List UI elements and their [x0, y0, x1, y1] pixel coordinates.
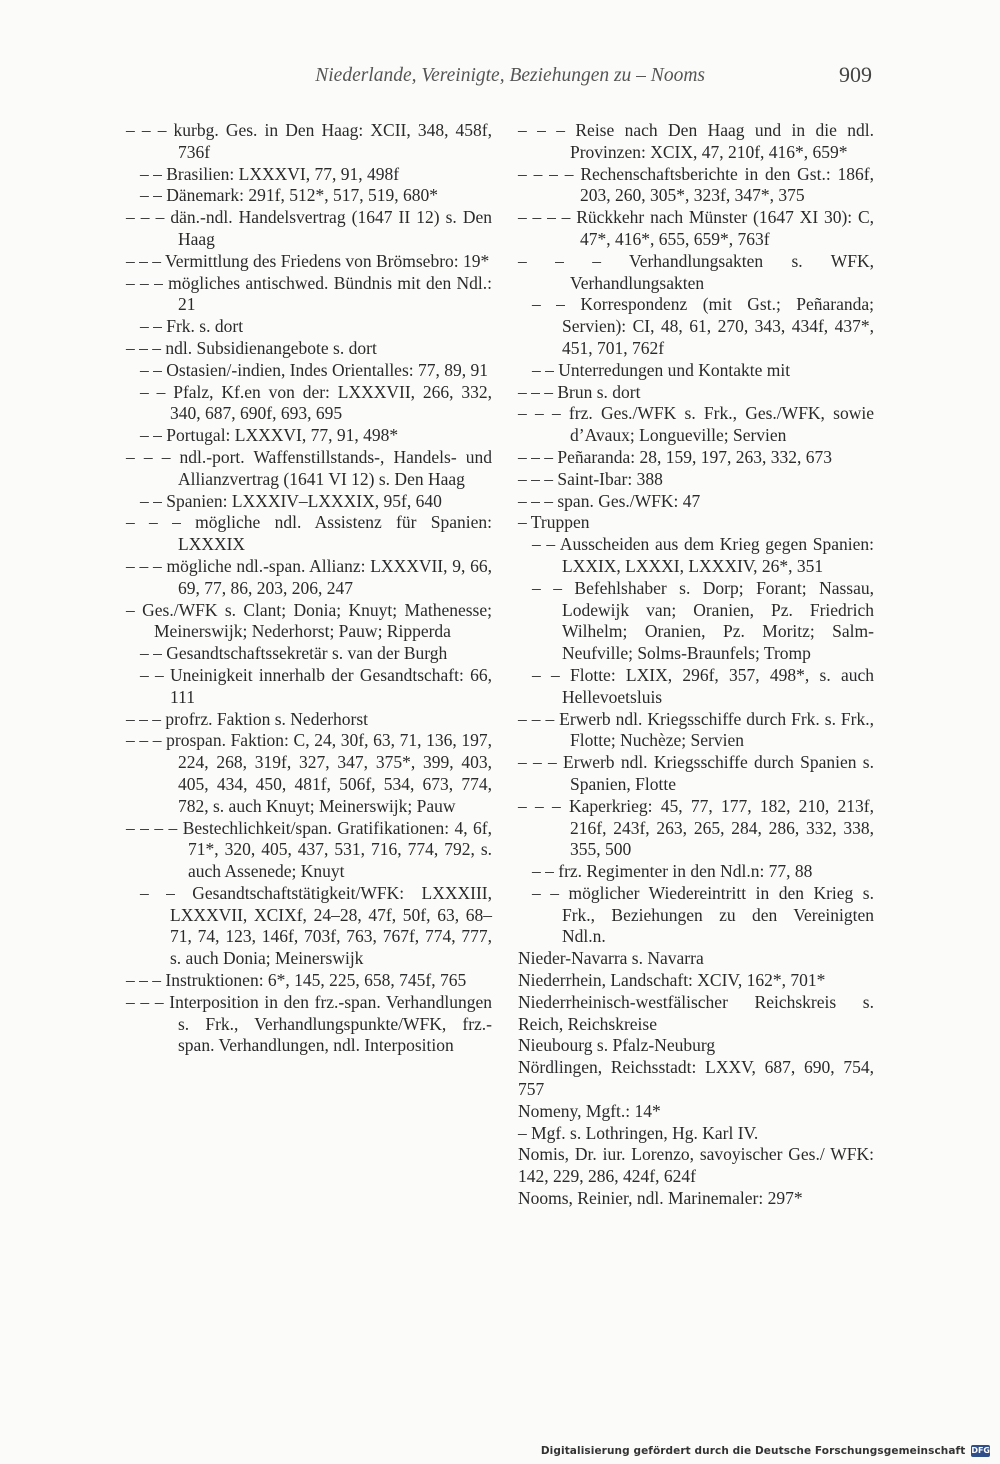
right-index-entry: Niederrheinisch-westfälischer Reichskreis s. Reich, Reichskreise	[518, 991, 874, 1034]
left-index-entry: – – Portugal: LXXXVI, 77, 91, 498*	[140, 425, 399, 446]
footer	[540, 1441, 1000, 1461]
left-index-entry: – – Pfalz, Kf.en von der: LXXXVII, 266, 332, 340, 687, 690f, 693, 695	[140, 381, 492, 424]
left-index-entry: – – – mögliches antischwed. Bündnis mit den Ndl.: 21	[126, 272, 492, 315]
left-index-entry: – – Frk. s. dort	[140, 316, 244, 337]
right-index-entry: – – Befehlshaber s. Dorp; Forant; Nassau, Lodewijk van; Oranien, Pz. Friedrich Wilhelm; Oranien, Pz. Moritz; Salm-Neufville; Solms-Braunfels; Tromp	[532, 577, 874, 664]
left-index-entry: – Ges./WFK s. Clant; Donia; Knuyt; Mathenesse; Meinerswijk; Nederhorst; Pauw; Ripperda	[126, 599, 492, 642]
left-index-entry: – – – ndl. Subsidienangebote s. dort	[126, 337, 377, 358]
left-index-entry: – – Gesandtschaftstätigkeit/WFK: LXXXIII, LXXXVII, XCIXf, 24–28, 47f, 50f, 63, 68–71, 74, 123, 146f, 703f, 763, 767f, 774, 777, s. auch Donia; Meinerswijk	[140, 882, 492, 969]
right-index-entry: – – – span. Ges./WFK: 47	[518, 490, 701, 511]
right-index-entry: – Truppen	[518, 512, 590, 533]
right-index-entry: Nieubourg s. Pfalz-Neuburg	[518, 1035, 716, 1056]
left-index-entry: – – – Instruktionen: 6*, 145, 225, 658, 745f, 765	[126, 970, 467, 991]
left-index-entry: – – Ostasien/-indien, Indes Orientalles: 77, 89, 91	[140, 359, 488, 380]
left-index-entry: – – Spanien: LXXXIV–LXXXIX, 95f, 640	[140, 490, 442, 511]
right-index-entry: – – Flotte: LXIX, 296f, 357, 498*, s. auch Hellevoetsluis	[532, 664, 874, 707]
right-index-entry: – – frz. Regimenter in den Ndl.n: 77, 88	[532, 861, 813, 882]
page-number: 909	[839, 62, 872, 87]
left-index-entry: – – Dänemark: 291f, 512*, 517, 519, 680*	[140, 185, 438, 206]
left-index-entry: – – – ndl.-port. Waffenstillstands-, Handels- und Allianzvertrag (1641 VI 12) s. Den Haag	[126, 446, 492, 489]
right-index-entry: – – – frz. Ges./WFK s. Frk., Ges./WFK, sowie d’Avaux; Longueville; Servien	[518, 403, 874, 446]
right-index-entry: Nieder-Navarra s. Navarra	[518, 948, 704, 969]
left-index-entry: – – – Interposition in den frz.-span. Verhandlungen s. Frk., Verhandlungspunkte/WFK, frz.-span. Verhandlungen, ndl. Interposition	[126, 991, 492, 1056]
running-head: Niederlande, Vereinigte, Beziehungen zu – Nooms	[315, 65, 705, 86]
left-index-entry: – – – prospan. Faktion: C, 24, 30f, 63, 71, 136, 197, 224, 268, 319f, 327, 347, 375*, 399, 403, 405, 434, 450, 481f, 506f, 534, 673, 774, 782, s. auch Knuyt; Meinerswijk; Pauw	[126, 730, 492, 816]
right-index-entry: – – – Verhandlungsakten s. WFK, Verhandlungsakten	[518, 250, 874, 293]
right-index-entry: Nomeny, Mgft.: 14*	[518, 1100, 661, 1121]
right-index-entry: – – – Reise nach Den Haag und in die ndl. Provinzen: XCIX, 47, 210f, 416*, 659*	[518, 120, 874, 162]
right-index-entry: – – – – Rechenschaftsberichte in den Gst.: 186f, 203, 260, 305*, 323f, 347*, 375	[518, 163, 874, 206]
dfg-logo-icon: DFG	[971, 1446, 990, 1455]
right-index-entry: Nomis, Dr. iur. Lorenzo, savoyischer Ges./ WFK: 142, 229, 286, 424f, 624f	[518, 1144, 874, 1187]
left-index-entry: – – – mögliche ndl. Assistenz für Spanien: LXXXIX	[126, 512, 492, 555]
index-column-left	[126, 120, 492, 1057]
footer-credit: Digitalisierung gefördert durch die Deutsche Forschungsgemeinschaft	[540, 1445, 966, 1457]
right-index-entry: – – – Brun s. dort	[518, 381, 641, 402]
left-index-entry: – – – kurbg. Ges. in Den Haag: XCII, 348, 458f, 736f	[126, 120, 492, 162]
right-index-entry: – – Unterredungen und Kontakte mit	[532, 359, 791, 380]
right-index-entry: – Mgf. s. Lothringen, Hg. Karl IV.	[518, 1122, 759, 1143]
right-index-entry: – – – – Rückkehr nach Münster (1647 XI 30): C, 47*, 416*, 655, 659*, 763f	[518, 207, 874, 249]
right-index-entry: – – Korrespondenz (mit Gst.; Peñaranda; Servien): CI, 48, 61, 270, 343, 434f, 437*, 451, 701, 762f	[532, 294, 874, 358]
right-index-entry: – – – Erwerb ndl. Kriegsschiffe durch Spanien s. Spanien, Flotte	[518, 752, 874, 794]
right-index-entry: – – Ausscheiden aus dem Krieg gegen Spanien: LXXIX, LXXXI, LXXXIV, 26*, 351	[532, 534, 874, 576]
right-index-entry: – – – Kaperkrieg: 45, 77, 177, 182, 210, 213f, 216f, 243f, 263, 265, 284, 286, 332, 338, 355, 500	[518, 795, 874, 860]
right-index-entry: – – möglicher Wiedereintritt in den Krieg s. Frk., Beziehungen zu den Vereinigten Ndl.n.	[532, 882, 874, 947]
right-index-entry: Niederrhein, Landschaft: XCIV, 162*, 701*	[518, 970, 826, 991]
index-column-right	[518, 120, 874, 1210]
right-index-entry: Nördlingen, Reichsstadt: LXXV, 687, 690, 754, 757	[518, 1057, 874, 1100]
left-index-entry: – – – dän.-ndl. Handelsvertrag (1647 II 12) s. Den Haag	[126, 207, 492, 249]
right-index-entry: Nooms, Reinier, ndl. Marinemaler: 297*	[518, 1188, 803, 1209]
right-index-entry: – – – Erwerb ndl. Kriegsschiffe durch Frk. s. Frk., Flotte; Nuchèze; Servien	[518, 708, 874, 751]
left-index-entry: – – Brasilien: LXXXVI, 77, 91, 498f	[140, 163, 400, 184]
left-index-entry: – – Gesandtschaftssekretär s. van der Burgh	[140, 643, 448, 664]
page-header	[0, 62, 1000, 96]
left-index-entry: – – – mögliche ndl.-span. Allianz: LXXXVII, 9, 66, 69, 77, 86, 203, 206, 247	[126, 555, 492, 598]
left-index-entry: – – – Vermittlung des Friedens von Brömsebro: 19*	[126, 250, 490, 271]
left-index-entry: – – – – Bestechlichkeit/span. Gratifikationen: 4, 6f, 71*, 320, 405, 437, 531, 716, 774, 792, s. auch Assenede; Knuyt	[126, 817, 492, 882]
right-index-entry: – – – Peñaranda: 28, 159, 197, 263, 332, 673	[518, 446, 832, 467]
left-index-entry: – – – profrz. Faktion s. Nederhorst	[126, 708, 369, 729]
right-index-entry: – – – Saint-Ibar: 388	[518, 468, 663, 489]
left-index-entry: – – Uneinigkeit innerhalb der Gesandtschaft: 66, 111	[140, 664, 492, 707]
